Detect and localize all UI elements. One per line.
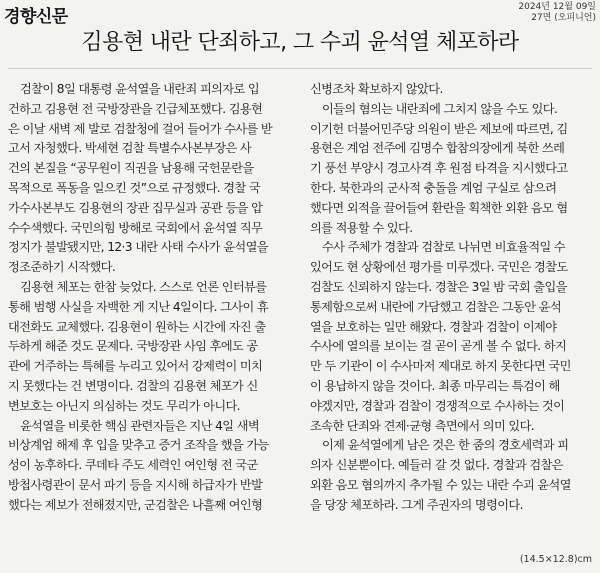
text-line: 검찰이 8일 대통령 윤석열을 내란죄 피의자로 입 <box>20 82 260 96</box>
text-line: 건하고 김용현 전 국방장관을 긴급체포했다. 김용현 <box>8 101 263 116</box>
text-line: 목적으로 폭동을 일으킨 것”으로 규정했다. 경찰 국 <box>8 180 261 195</box>
text-line: 용현은 계엄 전주에 김명수 합참의장에게 북한 쓰레 <box>310 141 565 156</box>
text-line: 정조준하기 시작했다. <box>8 260 116 275</box>
text-line: 수사에 열의를 보이는 걸 곧이 곧게 볼 수 없다. 하지 <box>310 339 567 354</box>
text-line: 성이 농후하다. 쿠데타 주도 세력인 여인형 전 국군 <box>8 458 258 473</box>
text-line: 의자 신분뿐이다. 예들러 갈 것 없다. 경찰과 검찰은 <box>310 458 563 473</box>
editorial-headline: 김용현 내란 단죄하고, 그 수괴 윤석열 체포하라 <box>81 30 519 55</box>
text-line: 이 용납하지 않을 것이다. 최종 마무리는 특검이 해 <box>310 378 560 393</box>
text-line: 가수사본부도 김용현의 장관 집무실과 공관 등을 압 <box>8 200 263 215</box>
text-line: 의를 적용할 수 있다. <box>310 220 413 235</box>
publication-date: 2024년 12월 09일 <box>518 2 596 12</box>
text-line: 했다는 제보가 전해졌지만, 군검찰은 나흘째 여인형 <box>8 497 263 512</box>
text-line: 을 당장 체포하라. 그게 주권자의 명령이다. <box>310 497 523 512</box>
text-line: 신병조차 확보하지 않았다. <box>310 82 443 96</box>
text-line: 수수색했다. 국민의힘 방해로 국회에서 윤석열 직무 <box>8 220 263 235</box>
text-line: 이기헌 더불어민주당 의원이 받은 제보에 따르면, 김 <box>310 121 568 136</box>
text-line: 있어도 현 상황에선 평가를 미루겠다. 국민은 경찰도 <box>310 260 568 275</box>
text-line: 고서 자청했다. 박세현 검찰 특별수사본부장은 사 <box>8 141 252 156</box>
text-line: 건의 본질을 “공무원이 직권을 남용해 국헌문란을 <box>8 161 254 176</box>
text-line: 한다. 북한과의 군사적 충돌을 계엄 구실로 삼으려 <box>310 180 557 195</box>
article-size-note: (14.5×12.8)cm <box>519 554 592 565</box>
text-line: 비상계엄 해제 후 입을 맞추고 증거 조작을 했을 가능 <box>8 438 269 453</box>
left-column <box>8 80 292 516</box>
text-line: 기 풍선 부양시 경고사격 후 원점 타격을 지시했다고 <box>310 161 568 176</box>
text-line: 이제 윤석열에게 남은 것은 한 줌의 경호세력과 피 <box>322 438 569 453</box>
newspaper-brand: 경향신문 <box>4 7 68 27</box>
text-line: 조속한 단죄와 견제·균형 측면에서 의미 있다. <box>310 418 535 433</box>
text-line: 두하게 해준 것도 문제다. 국방장관 사임 후에도 공 <box>8 339 258 354</box>
headline-divider <box>8 68 592 69</box>
text-line: 만 두 기관이 이 수사마저 제대로 하지 못한다면 국민 <box>310 359 571 374</box>
text-line: 김용현 체포는 한참 늦었다. 스스로 언론 인터뷰를 <box>20 279 267 294</box>
text-line: 수사 주체가 경찰과 검찰로 나뉘면 비효율적일 수 <box>322 240 566 255</box>
text-line: 외환 음모 혐의까지 추가될 수 있는 내란 수괴 윤석열 <box>310 477 571 492</box>
text-line: 방첩사령관이 문서 파기 등을 지시해 하급자가 반발 <box>8 477 263 492</box>
text-line: 관에 거주하는 특혜를 누리고 있어서 강제력이 미치 <box>8 359 263 374</box>
text-line: 열을 보호하는 일만 해왔다. 경찰과 검찰이 이제야 <box>310 319 557 334</box>
text-line: 이들의 혐의는 내란죄에 그치지 않을 수도 있다. <box>322 101 558 116</box>
text-line: 정지가 불발됐지만, 12·3 내란 사태 수사가 윤석열을 <box>8 240 268 255</box>
text-line: 변보호는 아닌지 의심하는 것도 무리가 아니다. <box>8 398 240 413</box>
dateline <box>518 2 596 24</box>
text-line: 검찰도 신뢰하지 않는다. 경찰은 3일 밤 국회 출입을 <box>310 279 567 294</box>
text-line: 대전화도 교체했다. 김용현이 원하는 시간에 자진 출 <box>8 319 266 334</box>
text-line: 야겠지만, 경찰과 검찰이 경쟁적으로 수사하는 것이 <box>310 398 565 413</box>
text-line: 했다면 외적을 끌어들여 환란을 획책한 외환 음모 혐 <box>310 200 568 215</box>
right-column <box>310 80 594 516</box>
page-section: 27면 (오피니언) <box>531 13 596 23</box>
text-line: 통제함으로써 내란에 가담했고 검찰은 그동안 윤석 <box>310 299 562 314</box>
text-line: 은 이날 새벽 제 발로 검찰청에 걸어 들어가 수사를 받 <box>8 121 273 136</box>
masthead <box>4 2 596 26</box>
text-line: 통해 범행 사실을 자백한 게 지난 4일이다. 그사이 휴 <box>8 299 269 314</box>
text-line: 지 못했다는 건 변명이다. 검찰의 김용현 체포가 신 <box>8 378 258 393</box>
text-line: 윤석열을 비롯한 핵심 관련자들은 지난 4일 새벽 <box>20 418 260 433</box>
